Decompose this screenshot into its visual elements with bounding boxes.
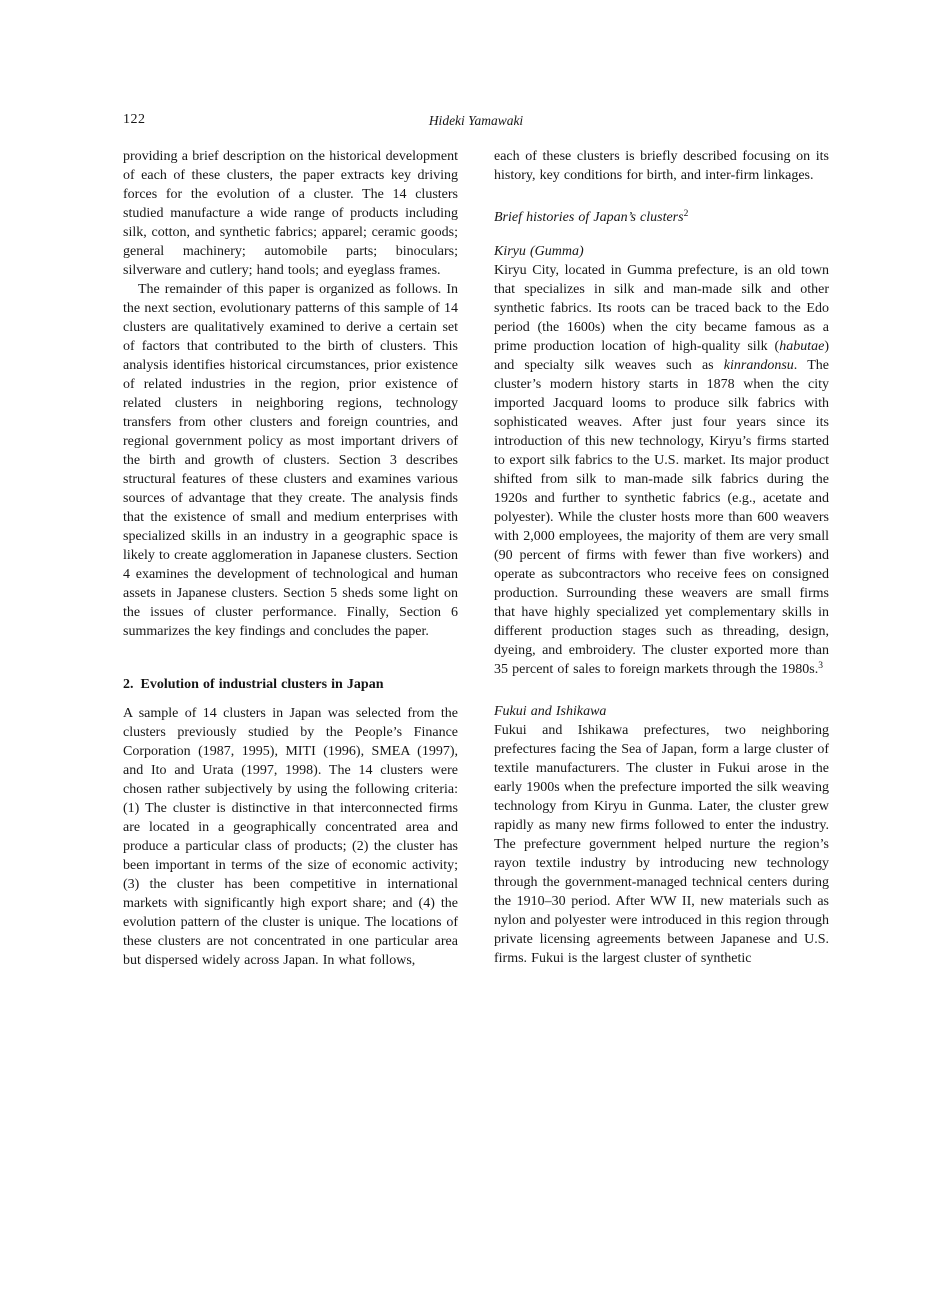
text-segment: Kiryu (Gumma) bbox=[494, 244, 584, 259]
footnote-marker: 3 bbox=[818, 661, 823, 671]
text-segment: each of these clusters is briefly described focusing on its history, key conditions for birth, and inter-firm linkages. bbox=[494, 149, 829, 183]
brief-histories-heading bbox=[494, 208, 829, 227]
page-header bbox=[123, 112, 829, 132]
intro-continuation-paragraph bbox=[123, 147, 458, 280]
kiryu-gumma-heading bbox=[494, 242, 829, 261]
cluster-description-paragraph bbox=[494, 147, 829, 185]
two-column-body bbox=[123, 147, 829, 970]
text-segment: 2. Evolution of industrial clusters in Japan bbox=[123, 677, 384, 692]
kiryu-paragraph bbox=[494, 261, 829, 679]
text-segment: Brief histories of Japan’s clusters bbox=[494, 210, 684, 225]
fukui-ishikawa-heading bbox=[494, 702, 829, 721]
text-segment: Fukui and Ishikawa bbox=[494, 704, 607, 719]
page-number: 122 bbox=[123, 112, 146, 127]
fukui-ishikawa-paragraph bbox=[494, 721, 829, 968]
text-segment: providing a brief description on the historical development of each of these clusters, the paper extracts key driving forces for the evolution of a cluster. The 14 clusters studied manufacture a wide range of products including silk, cotton, and synthetic fabrics; apparel; ceramic goods; general machinery; automobile parts; binoculars; silverware and cutlery; hand tools; and eyeglass frames. bbox=[123, 149, 458, 278]
text-segment: The remainder of this paper is organized as follows. In the next section, evolutionary patterns of this sample of 14 clusters are qualitatively examined to derive a certain set of factors that contributed to the birth of clusters. This analysis identifies historical circumstances, prior existence of related industries in the region, prior existence of related clusters in neighboring regions, technology transfers from other clusters and foreign countries, and regional government policy as most important drivers of the birth and growth of clusters. Section 3 describes structural features of these clusters and examines various sources of advantage that they create. The analysis finds that the existence of small and medium enterprises with specialized skills in an industry in a geographic space is likely to create agglomeration in Japanese clusters. Section 4 examines the development of technological and human assets in Japanese clusters. Section 5 sheds some light on the issues of cluster performance. Finally, Section 6 summarizes the key findings and concludes the paper. bbox=[123, 282, 458, 639]
footnote-marker: 2 bbox=[683, 209, 689, 219]
text-segment: kinrandonsu bbox=[723, 358, 794, 373]
paper-organization-paragraph bbox=[123, 280, 458, 641]
cluster-sample-paragraph bbox=[123, 704, 458, 970]
text-segment: habutae bbox=[779, 339, 825, 354]
text-segment: Kiryu City, located in Gumma prefecture, is an old town that specializes in silk and man-made silk and other synthetic fabrics. Its roots can be traced back to the Edo period (the 1600s) when the city became famous as a prime production location of high-quality silk ( bbox=[494, 263, 829, 354]
text-segment: . The cluster’s modern history starts in 1878 when the city imported Jacquard looms to produce silk fabrics with sophisticated weaves. After just four years since its introduction of this new technology, Kiryu’s firms started to export silk fabrics to the U.S. market. Its major product shifted from silk to man-made silk fabrics during the 1920s and further to synthetic fabrics (e.g., acetate and polyester). While the cluster hosts more than 600 weavers with 2,000 employees, the majority of them are very small (90 percent of firms with fewer than five workers) and operate as subcontractors who receive fees on consigned production. Surrounding these weavers are small firms that have highly specialized yet complementary skills in different production stages such as threading, design, dyeing, and embroidery. The cluster exported more than 35 percent of sales to foreign markets through the 1980s. bbox=[494, 358, 829, 677]
section-2-heading bbox=[123, 675, 458, 694]
text-segment: ) and specialty silk weaves such as bbox=[494, 339, 829, 373]
text-segment: Fukui and Ishikawa prefectures, two neighboring prefectures facing the Sea of Japan, form a large cluster of textile manufacturers. The cluster in Fukui arose in the early 1900s when the prefecture imported the silk weaving technology from Kiryu in Gunma. Later, the cluster grew rapidly as many new firms followed to enter the industry. The prefecture government helped nurture the region’s rayon textile industry by introducing new technology through the government-managed technical centers during the 1910–30 period. After WW II, new materials such as nylon and polyester were introduced in this region through private licensing agreements between Japanese and U.S. firms. Fukui is the largest cluster of synthetic bbox=[494, 723, 829, 966]
left-column bbox=[123, 147, 458, 970]
text-segment: A sample of 14 clusters in Japan was selected from the clusters previously studied by the People’s Finance Corporation (1987, 1995), MITI (1996), SMEA (1997), and Ito and Urata (1997, 1998). The 14 clusters were chosen rather subjectively by using the following criteria: (1) The cluster is distinctive in that interconnected firms are located in a geographically concentrated area and produce a particular class of products; (2) the cluster has been important in terms of the size of economic activity; (3) the cluster has been competitive in international markets with significantly high export share; and (4) the evolution pattern of the cluster is unique. The locations of these clusters are not concentrated in one particular area but dispersed widely across Japan. In what follows, bbox=[123, 706, 458, 968]
right-column bbox=[494, 147, 829, 970]
running-head: Hideki Yamawaki bbox=[428, 113, 524, 128]
